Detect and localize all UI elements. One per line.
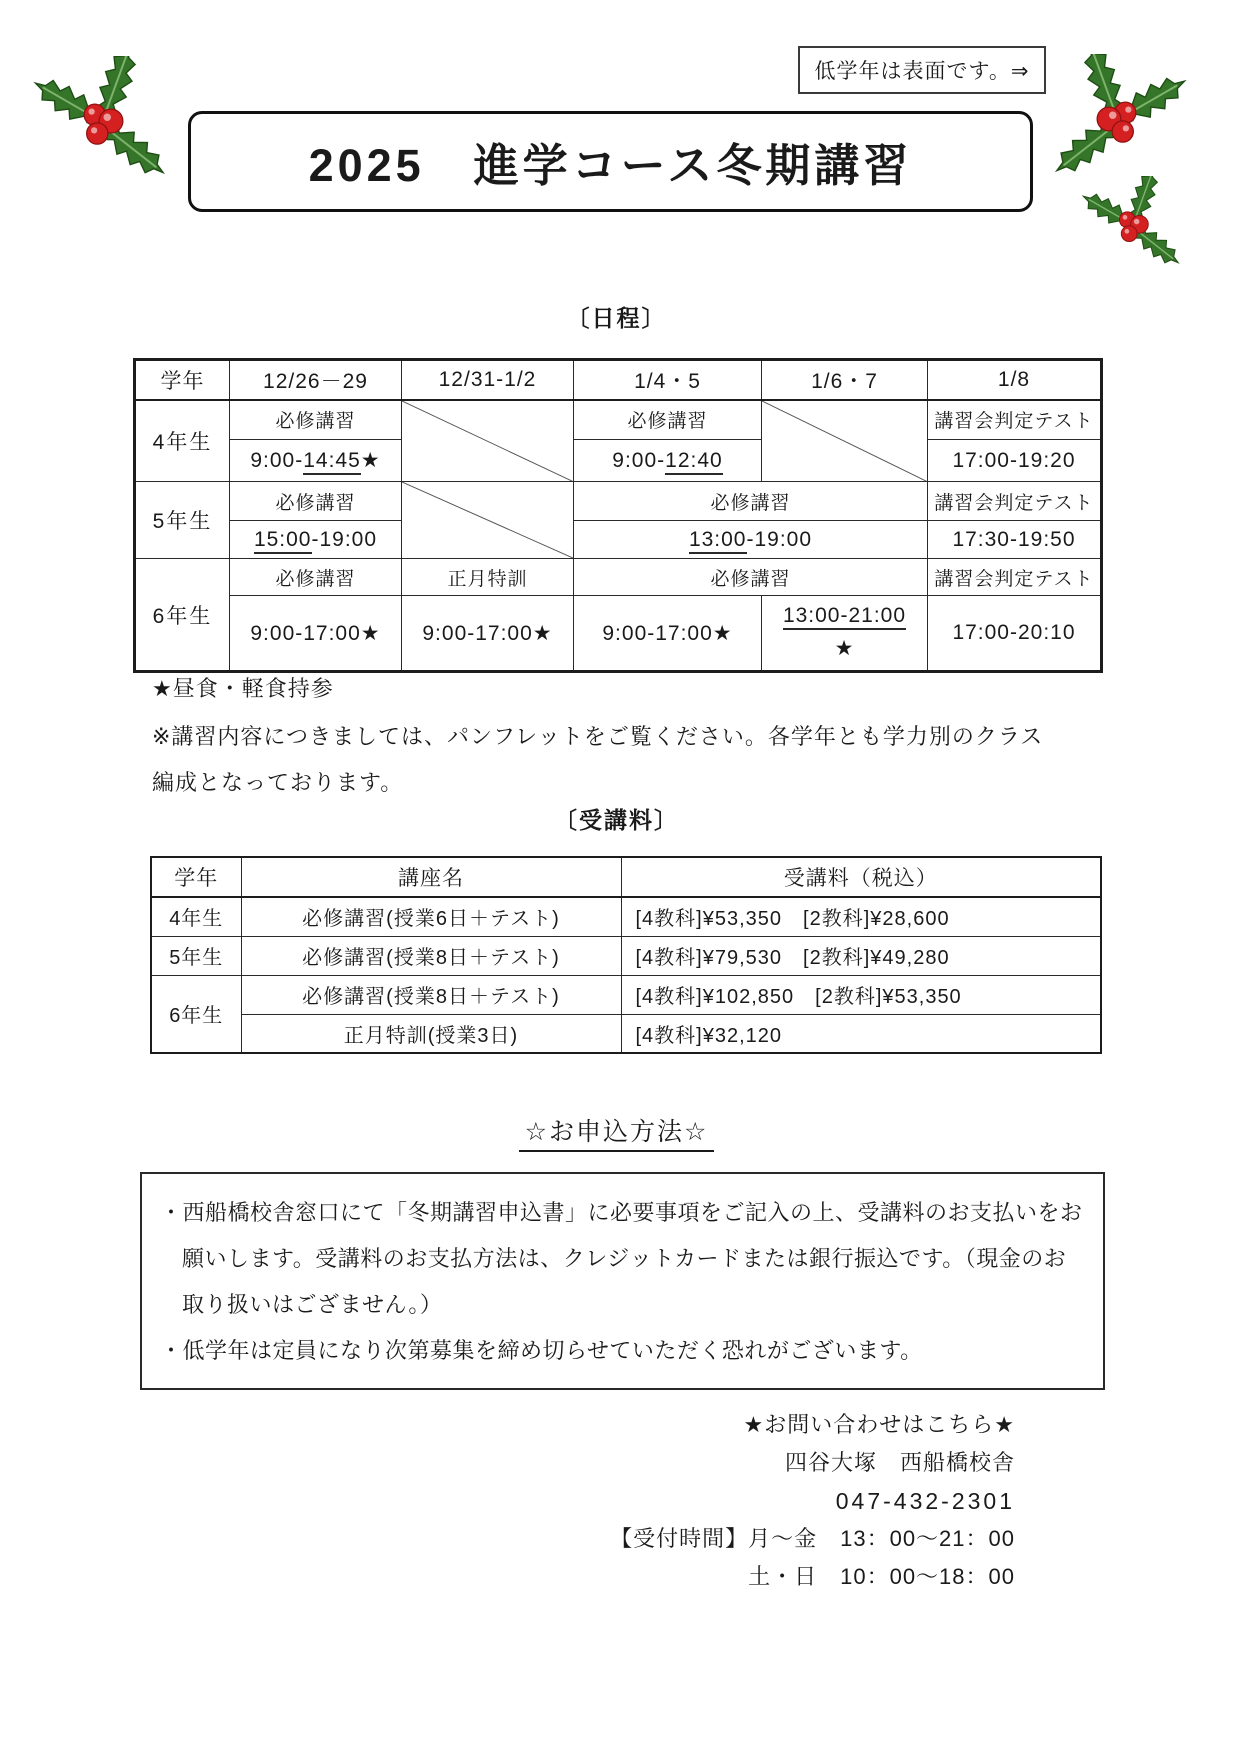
fees-section-title: 〔受講料〕 [554,807,679,833]
fee-grade: 6年生 [151,975,241,1053]
fee-grade: 4年生 [151,897,241,936]
grade5-empty-cell-diagonal [402,482,574,559]
grade6-course-0108: 講習会判定テスト [928,559,1102,596]
grade5-course-row [135,482,1102,521]
fee-price: [4教科]¥53,350 [2教科]¥28,600 [621,897,1101,936]
schedule-section-title: 〔日程〕 [566,305,667,331]
application-item: ・西船橋校舎窓口にて「冬期講習申込書」に必要事項をご記入の上、受講料のお支払いをお願いします。受講料のお支払方法は、クレジットカードまたは銀行振込です。（現金のお取り扱いはござません。） [160,1200,1083,1317]
note-pamphlet: ※講習内容につきましては、パンフレットをご覧ください。各学年とも学力別のクラス編成となっております。 [152,724,1044,795]
time-part: -19:00 [311,527,378,551]
grade5-time-1226 [230,521,402,559]
grade5-course-0104-0107: 必修講習 [574,482,928,521]
time-line-1 [762,600,927,633]
contact-school-name: 四谷大塚 西船橋校舎 [784,1450,1015,1475]
grade4-time-0108: 17:00-19:20 [928,440,1102,482]
time-part: -19:00 [746,527,813,551]
grade4-course-row [135,400,1102,440]
grade4-course-0108: 講習会判定テスト [928,400,1102,440]
contact-hours-weekend: 土・日 10：00～18：00 [748,1564,1015,1589]
fees-row [151,1014,1101,1053]
fee-course: 必修講習(授業6日＋テスト) [241,897,621,936]
time-part-underlined: 12:40 [665,449,723,475]
fees-row [151,936,1101,975]
time-part-underlined: 14:45 [303,449,361,475]
grade4-time-1226 [230,440,402,482]
col-date-1: 12/26－29 [230,360,402,400]
grade5-course-0108: 講習会判定テスト [928,482,1102,521]
grade4-time-0104 [574,440,762,482]
grade5-course-1226: 必修講習 [230,482,402,521]
grade6-time-1226: 9:00-17:00★ [230,596,402,672]
application-item: ・低学年は定員になり次第募集を締め切らせていただく恐れがございます。 [160,1338,923,1363]
fee-course: 必修講習(授業8日＋テスト) [241,936,621,975]
application-section-title [133,1112,1100,1148]
grade5-label: 5年生 [135,482,230,559]
fees-col-price: 受講料（税込） [621,857,1101,897]
fee-price: [4教科]¥32,120 [621,1014,1101,1053]
diagonal-line-icon [402,482,573,558]
time-line-2: ★ [834,637,855,660]
grade6-course-1226: 必修講習 [230,559,402,596]
application-box [140,1172,1105,1390]
schedule-header-row [135,360,1102,400]
contact-hours-weekday: 【受付時間】月～金 13：00～21：00 [610,1526,1015,1551]
grade5-time-0104-0107 [574,521,928,559]
diagonal-line-icon [402,401,573,482]
time-part-underlined: 13:00 [689,528,747,554]
side-note-box [798,46,1046,94]
col-date-3: 1/4・5 [574,360,762,400]
fees-header-row [151,857,1101,897]
grade6-label: 6年生 [135,559,230,672]
application-title-text: ☆お申込方法☆ [519,1118,715,1152]
contact-phone: 047-432-2301 [835,1488,1015,1514]
contact-heading: ★お問い合わせはこちら★ [743,1412,1015,1437]
grade6-time-0104: 9:00-17:00★ [574,596,762,672]
time-part: 9:00- [612,448,666,472]
page-title: 2025 進学コース冬期講習 [308,140,913,191]
col-date-5: 1/8 [928,360,1102,400]
note-lunch: ★昼食・軽食持参 [152,676,334,701]
grade6-time-0106 [762,596,928,672]
fees-row [151,975,1101,1014]
schedule-table [133,358,1103,673]
col-date-4: 1/6・7 [762,360,928,400]
grade6-course-0104-0107: 必修講習 [574,559,928,596]
title-box [188,111,1033,212]
holly-icon [1076,176,1188,269]
grade4-empty-cell-diagonal [402,400,574,482]
grade6-time-0108: 17:00-20:10 [928,596,1102,672]
fees-col-grade: 学年 [151,857,241,897]
holly-icon [26,56,176,181]
grade4-empty-cell-diagonal [762,400,928,482]
side-note-text: 低学年は表面です。⇒ [814,60,1030,83]
grade6-course-row [135,559,1102,596]
grade4-label: 4年生 [135,400,230,482]
col-date-2: 12/31-1/2 [402,360,574,400]
fees-row [151,897,1101,936]
grade5-time-row [135,521,1102,559]
time-part: 9:00- [250,449,304,472]
grade4-course-0104: 必修講習 [574,400,762,440]
time-part: ★ [360,449,381,472]
fee-price: [4教科]¥79,530 [2教科]¥49,280 [621,936,1101,975]
fees-table [150,856,1102,1054]
holly-icon [1044,54,1194,179]
fee-grade: 5年生 [151,936,241,975]
fees-col-course: 講座名 [241,857,621,897]
grade4-time-row [135,440,1102,482]
diagonal-line-icon [762,401,927,482]
grade6-time-row [135,596,1102,672]
grade4-course-1226: 必修講習 [230,400,402,440]
time-part-underlined: 13:00-21:00 [783,604,906,630]
fee-course: 必修講習(授業8日＋テスト) [241,975,621,1014]
contact-block [610,1406,1015,1596]
grade6-course-1231: 正月特訓 [402,559,574,596]
time-part-underlined: 15:00 [254,528,312,554]
fee-price: [4教科]¥102,850 [2教科]¥53,350 [621,975,1101,1014]
col-grade: 学年 [135,360,230,400]
fee-course: 正月特訓(授業3日) [241,1014,621,1053]
grade6-time-1231: 9:00-17:00★ [402,596,574,672]
grade5-time-0108: 17:30-19:50 [928,521,1102,559]
